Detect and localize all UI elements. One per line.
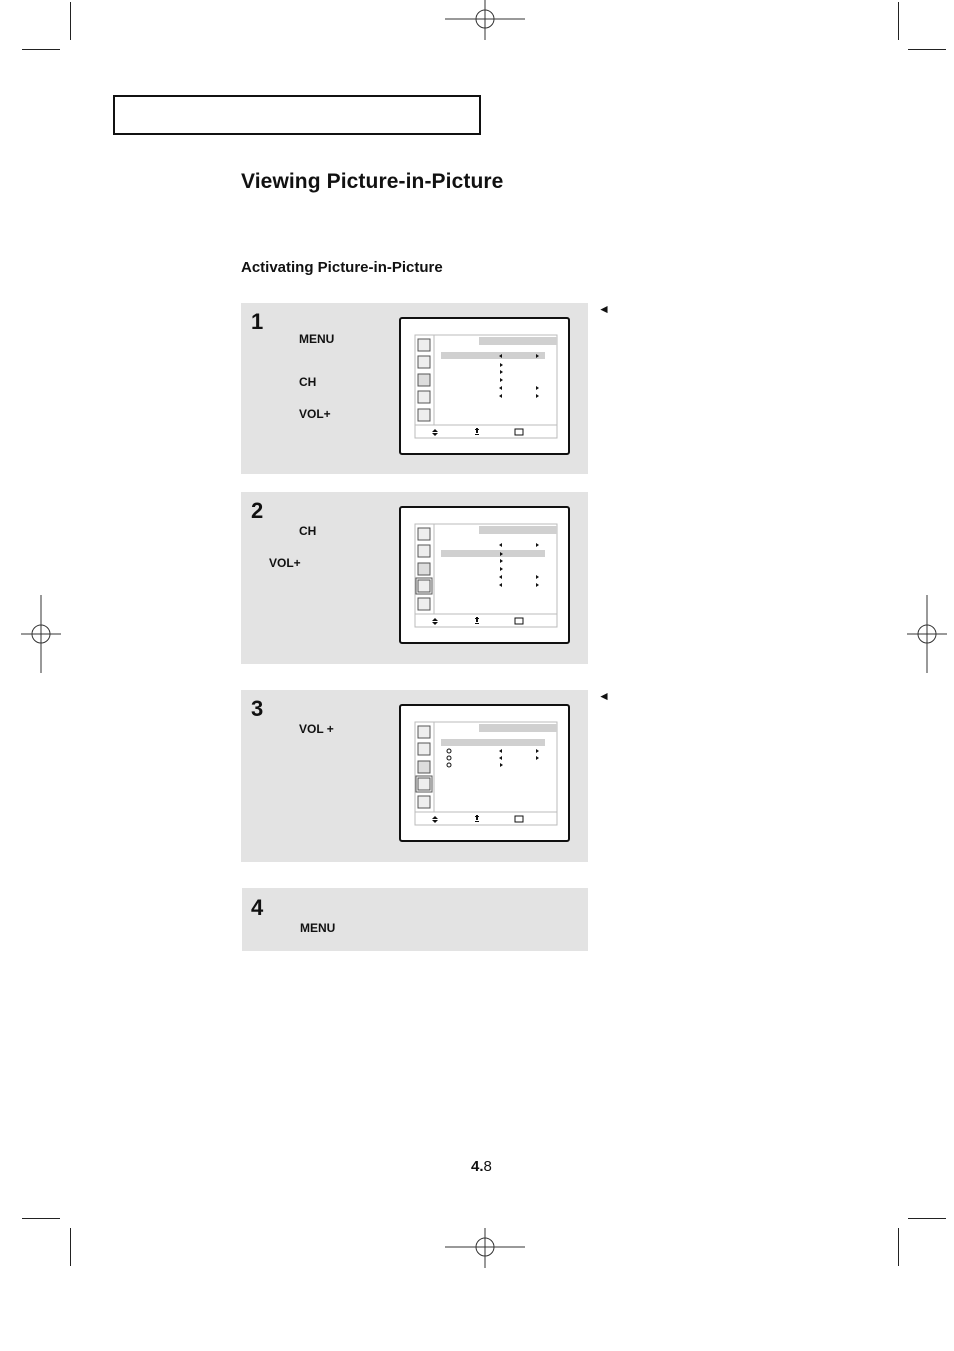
left-arrow-marker: ◄	[598, 302, 610, 316]
step-2-panel	[241, 492, 588, 664]
tv-menu-screen	[399, 704, 570, 842]
chapter-header-box	[113, 95, 481, 135]
registration-mark-top	[445, 0, 525, 40]
step-number: 4	[251, 895, 264, 920]
page-index: 8	[483, 1158, 492, 1175]
vol-plus-button-label: VOL +	[299, 722, 334, 736]
tv-menu-screen	[399, 506, 570, 644]
ch-button-label: CH	[299, 524, 317, 538]
page-number	[471, 1158, 492, 1175]
step-1-panel	[241, 303, 588, 474]
step-number: 3	[251, 696, 264, 721]
step-number: 1	[251, 309, 264, 334]
section-subtitle: Activating Picture-in-Picture	[241, 259, 443, 276]
left-arrow-marker: ◄	[598, 689, 610, 703]
page-title: Viewing Picture-in-Picture	[241, 170, 504, 193]
vol-plus-button-label: VOL+	[299, 407, 331, 421]
page-chapter: 4.	[471, 1158, 484, 1175]
tv-menu-screen	[399, 317, 570, 455]
registration-mark-left	[21, 595, 61, 673]
menu-button-label: MENU	[299, 332, 335, 346]
ch-button-label: CH	[299, 375, 317, 389]
step-3-panel	[241, 690, 588, 862]
step-number: 2	[251, 498, 264, 523]
step-4-panel	[242, 888, 588, 951]
registration-mark-bottom	[445, 1228, 525, 1268]
vol-plus-button-label: VOL+	[269, 556, 301, 570]
registration-mark-right	[907, 595, 947, 673]
menu-button-label: MENU	[300, 921, 336, 935]
